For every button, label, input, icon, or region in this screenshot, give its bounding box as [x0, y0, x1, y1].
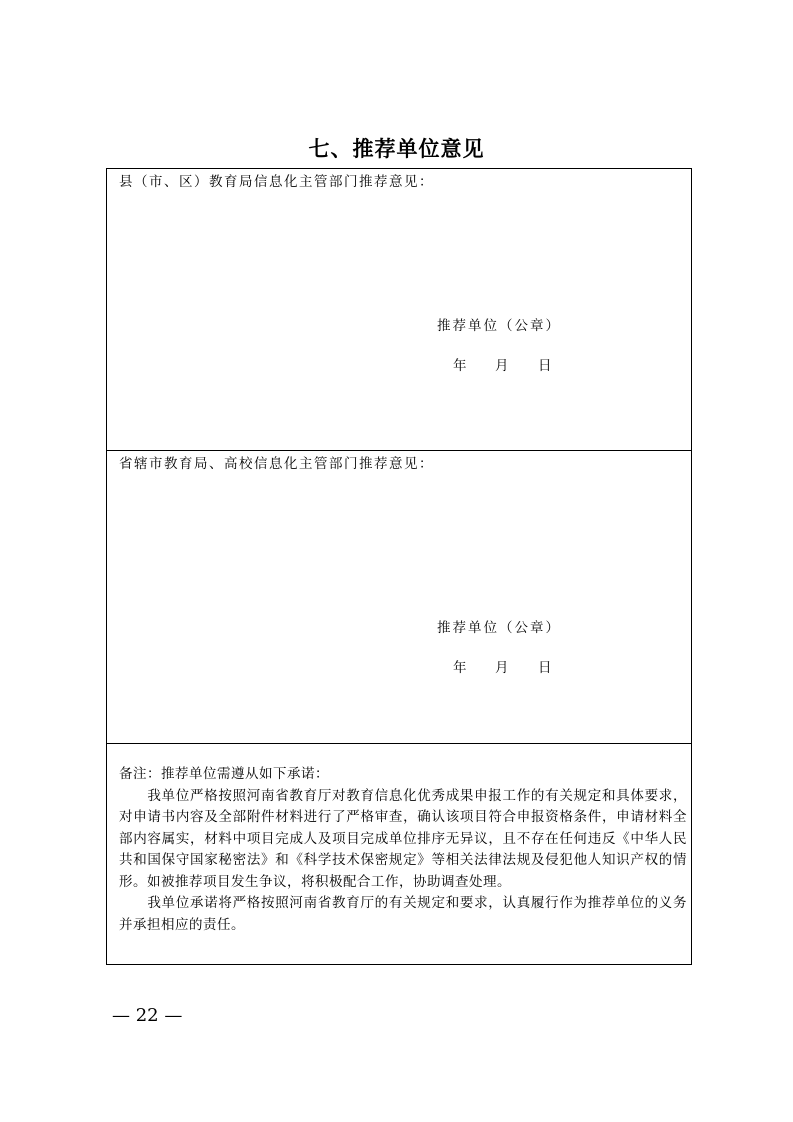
notes-paragraph-1: 我单位严格按照河南省教育厅对教育信息化优秀成果申报工作的有关规定和具体要求，对申请书内容及全部附件材料进行了严格审查，确认该项目符合申报资格条件，申请材料全部内容属实，材料中项目完成人及项目完成单位排序无异议，且不存在任何违反《中华人民共和国保守国家秘密法》和《科学技术保密规定》等相关法律法规及侵犯他人知识产权的情形。如被推荐项目发生争议，将积极配合工作，协助调查处理。 — [119, 787, 687, 890]
county-opinion-cell: 县（市、区）教育局信息化主管部门推荐意见： 推荐单位（公章） 年 月 日 — [107, 169, 691, 451]
county-stamp-label: 推荐单位（公章） — [437, 318, 561, 334]
recommendation-opinion-table — [106, 168, 692, 965]
provincial-date-month: 月 — [495, 660, 509, 676]
notes-heading: 备注：推荐单位需遵从如下承诺： — [119, 766, 329, 782]
provincial-date-day: 日 — [538, 660, 552, 676]
county-date-day: 日 — [538, 358, 552, 374]
notes-cell — [107, 744, 691, 964]
page-number: — 22 — — [112, 1005, 183, 1026]
county-date-month: 月 — [495, 358, 509, 374]
county-opinion-heading: 县（市、区）教育局信息化主管部门推荐意见： — [119, 174, 434, 190]
section-title: 七、推荐单位意见 — [308, 137, 485, 161]
provincial-opinion-heading: 省辖市教育局、高校信息化主管部门推荐意见： — [119, 456, 434, 472]
notes-block — [119, 764, 687, 936]
notes-paragraph-2: 我单位承诺将严格按照河南省教育厅的有关规定和要求，认真履行作为推荐单位的义务并承担相应的责任。 — [119, 895, 687, 933]
provincial-opinion-cell: 省辖市教育局、高校信息化主管部门推荐意见： 推荐单位（公章） 年 月 日 — [107, 451, 691, 744]
provincial-stamp-label: 推荐单位（公章） — [437, 620, 561, 636]
